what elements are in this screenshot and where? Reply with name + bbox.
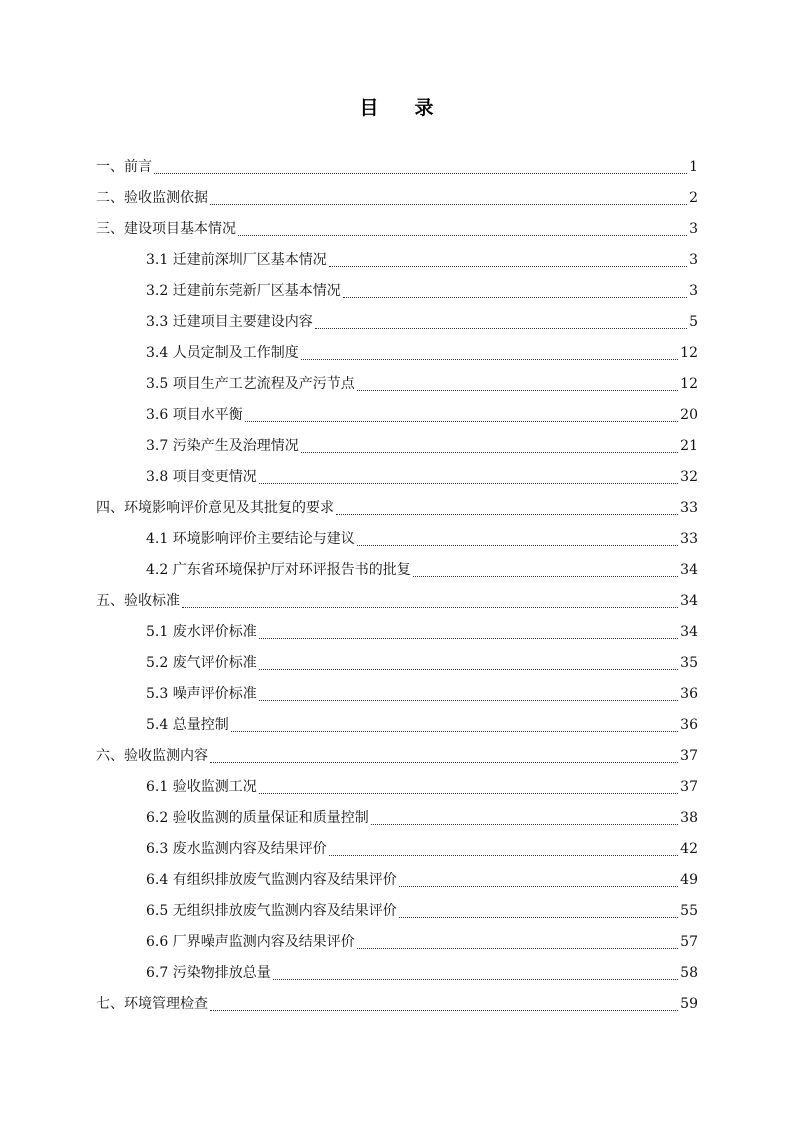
toc-entry-label: 3.4 人员定制及工作制度 — [146, 345, 299, 361]
toc-dot-leader — [399, 917, 678, 918]
toc-entry-page-number: 21 — [680, 438, 698, 454]
toc-entry[interactable] — [96, 431, 698, 462]
toc-entry-page-number: 1 — [689, 159, 698, 175]
toc-entry-page-number: 12 — [680, 376, 698, 392]
toc-dot-leader — [399, 886, 678, 887]
toc-entry[interactable] — [96, 834, 698, 865]
toc-entry-page-number: 58 — [680, 965, 698, 981]
toc-dot-leader — [315, 328, 687, 329]
toc-dot-leader — [259, 700, 678, 701]
toc-entry-label: 6.7 污染物排放总量 — [146, 965, 271, 981]
toc-entry[interactable] — [96, 617, 698, 648]
toc-entry-label: 3.7 污染产生及治理情况 — [146, 438, 299, 454]
toc-entry-label: 5.4 总量控制 — [146, 717, 229, 733]
toc-dot-leader — [259, 669, 678, 670]
toc-entry[interactable] — [96, 958, 698, 989]
toc-list — [96, 152, 698, 1020]
toc-entry-label: 5.2 废气评价标准 — [146, 655, 257, 671]
toc-dot-leader — [259, 793, 678, 794]
toc-entry-label: 3.6 项目水平衡 — [146, 407, 243, 423]
toc-entry-page-number: 36 — [680, 717, 698, 733]
toc-dot-leader — [343, 297, 687, 298]
toc-entry-page-number: 3 — [689, 283, 698, 299]
toc-entry-page-number: 33 — [680, 500, 698, 516]
toc-entry[interactable] — [96, 586, 698, 617]
toc-entry[interactable] — [96, 772, 698, 803]
toc-dot-leader — [245, 421, 678, 422]
toc-entry[interactable] — [96, 214, 698, 245]
toc-entry-label: 五、验收标准 — [96, 593, 180, 609]
toc-entry-label: 6.2 验收监测的质量保证和质量控制 — [146, 810, 369, 826]
toc-entry[interactable] — [96, 338, 698, 369]
toc-entry[interactable] — [96, 648, 698, 679]
toc-entry[interactable] — [96, 276, 698, 307]
toc-entry-label: 4.2 广东省环境保护厅对环评报告书的批复 — [146, 562, 411, 578]
toc-entry-page-number: 55 — [680, 903, 698, 919]
toc-entry[interactable] — [96, 989, 698, 1020]
toc-entry-page-number: 36 — [680, 686, 698, 702]
toc-entry[interactable] — [96, 400, 698, 431]
toc-entry-label: 六、验收监测内容 — [96, 748, 208, 764]
toc-entry-label: 二、验收监测依据 — [96, 190, 208, 206]
toc-entry[interactable] — [96, 245, 698, 276]
toc-entry-label: 四、环境影响评价意见及其批复的要求 — [96, 500, 334, 516]
toc-entry-page-number: 2 — [689, 190, 698, 206]
toc-dot-leader — [336, 514, 678, 515]
toc-entry[interactable] — [96, 679, 698, 710]
toc-title-char-1: 目 — [359, 97, 379, 119]
toc-dot-leader — [231, 731, 678, 732]
toc-entry-page-number: 38 — [680, 810, 698, 826]
toc-entry-page-number: 3 — [689, 252, 698, 268]
toc-entry-page-number: 35 — [680, 655, 698, 671]
toc-entry-label: 3.2 迁建前东莞新厂区基本情况 — [146, 283, 341, 299]
toc-entry-page-number: 49 — [680, 872, 698, 888]
toc-dot-leader — [301, 359, 678, 360]
toc-entry-label: 3.3 迁建项目主要建设内容 — [146, 314, 313, 330]
toc-entry-page-number: 59 — [680, 996, 698, 1012]
toc-dot-leader — [329, 266, 687, 267]
toc-entry-page-number: 33 — [680, 531, 698, 547]
toc-entry-label: 一、前言 — [96, 159, 152, 175]
toc-entry-label: 6.3 废水监测内容及结果评价 — [146, 841, 327, 857]
toc-entry[interactable] — [96, 462, 698, 493]
toc-entry-page-number: 12 — [680, 345, 698, 361]
toc-dot-leader — [301, 452, 678, 453]
toc-entry-page-number: 34 — [680, 562, 698, 578]
toc-entry[interactable] — [96, 896, 698, 927]
toc-dot-leader — [210, 1010, 678, 1011]
toc-entry[interactable] — [96, 741, 698, 772]
toc-entry-label: 3.8 项目变更情况 — [146, 469, 257, 485]
toc-title — [0, 93, 793, 120]
toc-entry-label: 3.1 迁建前深圳厂区基本情况 — [146, 252, 327, 268]
toc-dot-leader — [357, 390, 678, 391]
toc-entry-label: 6.5 无组织排放废气监测内容及结果评价 — [146, 903, 397, 919]
toc-entry[interactable] — [96, 803, 698, 834]
toc-entry-page-number: 5 — [689, 314, 698, 330]
toc-entry-label: 5.3 噪声评价标准 — [146, 686, 257, 702]
toc-entry-page-number: 37 — [680, 779, 698, 795]
toc-dot-leader — [238, 235, 687, 236]
toc-entry-label: 3.5 项目生产工艺流程及产污节点 — [146, 376, 355, 392]
toc-entry[interactable] — [96, 710, 698, 741]
toc-dot-leader — [210, 204, 687, 205]
toc-entry-page-number: 37 — [680, 748, 698, 764]
toc-dot-leader — [154, 173, 687, 174]
toc-entry-page-number: 20 — [680, 407, 698, 423]
toc-dot-leader — [329, 855, 678, 856]
toc-entry-label: 6.1 验收监测工况 — [146, 779, 257, 795]
toc-entry-page-number: 42 — [680, 841, 698, 857]
toc-dot-leader — [259, 638, 678, 639]
toc-dot-leader — [413, 576, 678, 577]
toc-entry[interactable] — [96, 152, 698, 183]
toc-entry[interactable] — [96, 524, 698, 555]
toc-entry-page-number: 32 — [680, 469, 698, 485]
toc-title-char-2: 录 — [414, 97, 434, 119]
toc-entry[interactable] — [96, 369, 698, 400]
toc-entry-label: 6.4 有组织排放废气监测内容及结果评价 — [146, 872, 397, 888]
toc-entry-page-number: 34 — [680, 624, 698, 640]
toc-dot-leader — [259, 483, 678, 484]
toc-entry[interactable] — [96, 307, 698, 338]
toc-dot-leader — [357, 545, 678, 546]
toc-entry-label: 6.6 厂界噪声监测内容及结果评价 — [146, 934, 355, 950]
toc-entry[interactable] — [96, 555, 698, 586]
toc-entry-label: 4.1 环境影响评价主要结论与建议 — [146, 531, 355, 547]
toc-entry-page-number: 3 — [689, 221, 698, 237]
toc-entry[interactable] — [96, 183, 698, 214]
toc-dot-leader — [357, 948, 678, 949]
toc-dot-leader — [182, 607, 678, 608]
toc-entry-label: 5.1 废水评价标准 — [146, 624, 257, 640]
toc-dot-leader — [273, 979, 678, 980]
toc-entry[interactable] — [96, 865, 698, 896]
toc-entry-page-number: 34 — [680, 593, 698, 609]
toc-entry-page-number: 57 — [680, 934, 698, 950]
toc-entry[interactable] — [96, 493, 698, 524]
toc-dot-leader — [371, 824, 678, 825]
toc-entry-label: 七、环境管理检查 — [96, 996, 208, 1012]
toc-dot-leader — [210, 762, 678, 763]
toc-entry-label: 三、建设项目基本情况 — [96, 221, 236, 237]
toc-entry[interactable] — [96, 927, 698, 958]
